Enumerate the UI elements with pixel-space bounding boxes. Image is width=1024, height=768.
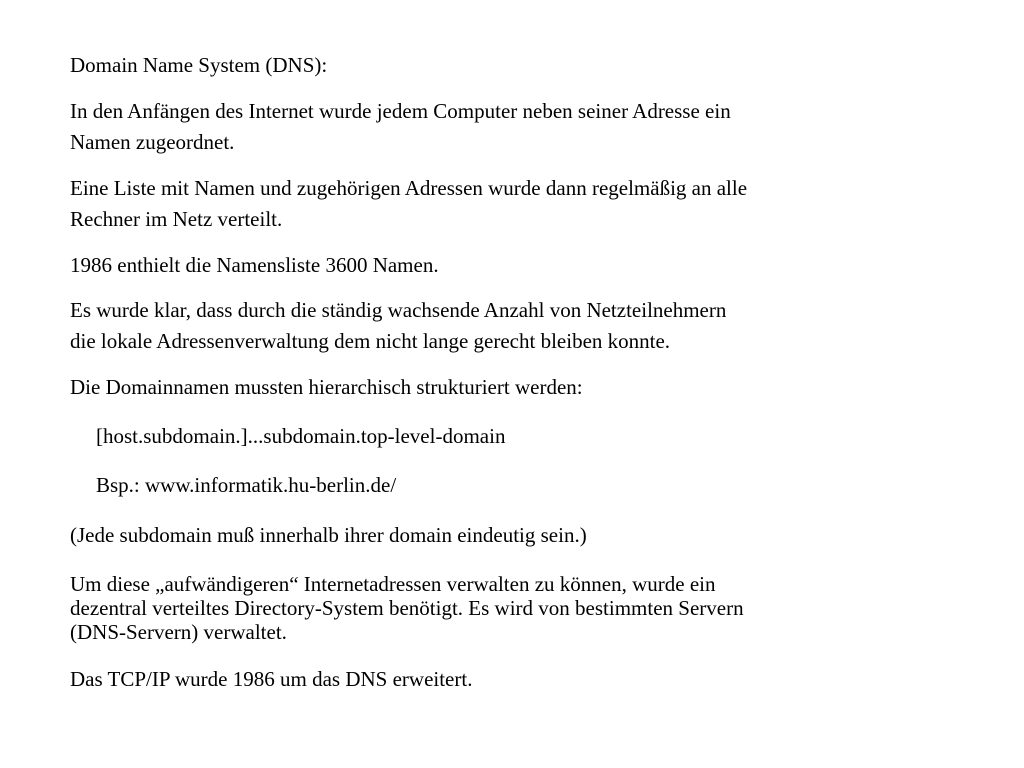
slide-title-text: Domain Name System (DNS): [70, 53, 328, 77]
slide-title [70, 50, 940, 81]
domain-scheme-text: [host.subdomain.]...subdomain.top-level-domain [96, 424, 506, 448]
paragraph-hierarchy [70, 372, 940, 403]
domain-scheme [96, 421, 966, 452]
paragraph-tcpip-extension [70, 664, 940, 695]
paragraph-line: In den Anfängen des Internet wurde jedem Computer neben seiner Adresse ein [70, 99, 731, 123]
paragraph-line: Eine Liste mit Namen und zugehörigen Adressen wurde dann regelmäßig an alle [70, 176, 748, 200]
paragraph-line: Das TCP/IP wurde 1986 um das DNS erweitert. [70, 667, 473, 691]
paragraph-directory-system [70, 572, 940, 644]
paragraph-line: Um diese „aufwändigeren“ Internetadressen verwalten zu können, wurde ein [70, 572, 716, 596]
paragraph-line: (Jede subdomain muß innerhalb ihrer domain eindeutig sein.) [70, 523, 587, 547]
paragraph-line: Namen zugeordnet. [70, 130, 235, 154]
domain-example [96, 470, 966, 501]
domain-example-text: Bsp.: www.informatik.hu-berlin.de/ [96, 473, 397, 497]
paragraph-line: Die Domainnamen mussten hierarchisch strukturiert werden: [70, 375, 583, 399]
paragraph-name-list [70, 173, 940, 235]
paragraph-line: (DNS-Servern) verwaltet. [70, 620, 287, 644]
paragraph-1986-count [70, 250, 940, 281]
paragraph-line: Es wurde klar, dass durch die ständig wachsende Anzahl von Netzteilnehmern [70, 298, 727, 322]
paragraph-early-internet [70, 96, 940, 158]
paragraph-growth [70, 295, 940, 357]
paragraph-line: die lokale Adressenverwaltung dem nicht lange gerecht bleiben konnte. [70, 329, 671, 353]
paragraph-line: dezentral verteiltes Directory-System benötigt. Es wird von bestimmten Servern [70, 596, 744, 620]
paragraph-line: 1986 enthielt die Namensliste 3600 Namen. [70, 253, 439, 277]
paragraph-line: Rechner im Netz verteilt. [70, 207, 283, 231]
paragraph-subdomain-unique [70, 520, 940, 551]
